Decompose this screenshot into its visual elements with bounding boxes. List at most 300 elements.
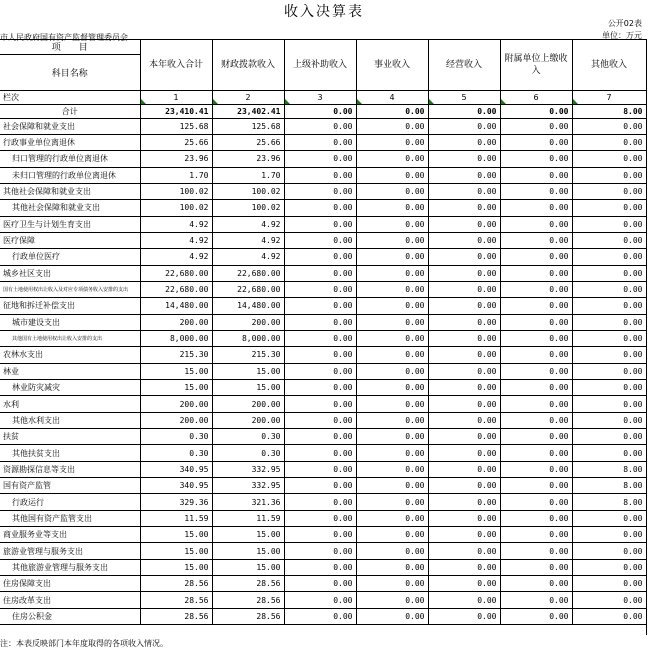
row-value: 0.00 bbox=[356, 576, 428, 592]
row-value: 0.00 bbox=[428, 298, 500, 314]
row-value: 8.00 bbox=[572, 478, 646, 494]
table-row bbox=[0, 363, 646, 379]
column-index-3: 3 bbox=[284, 90, 356, 104]
row-value: 0.00 bbox=[428, 118, 500, 134]
row-value: 0.00 bbox=[428, 232, 500, 248]
row-value: 0.00 bbox=[572, 183, 646, 199]
row-value: 22,680.00 bbox=[212, 281, 284, 297]
row-value: 0.00 bbox=[572, 445, 646, 461]
row-value: 0.00 bbox=[284, 608, 356, 624]
row-value: 0.00 bbox=[356, 445, 428, 461]
row-value: 0.00 bbox=[428, 396, 500, 412]
row-value: 0.00 bbox=[500, 249, 572, 265]
row-value: 14,480.00 bbox=[212, 298, 284, 314]
column-index-7: 7 bbox=[572, 90, 646, 104]
row-value: 0.00 bbox=[284, 298, 356, 314]
row-value: 100.02 bbox=[212, 183, 284, 199]
row-value: 0.00 bbox=[284, 330, 356, 346]
row-value: 0.00 bbox=[284, 216, 356, 232]
row-value: 28.56 bbox=[212, 592, 284, 608]
row-value: 15.00 bbox=[140, 363, 212, 379]
row-value: 15.00 bbox=[212, 559, 284, 575]
row-value: 22,680.00 bbox=[212, 265, 284, 281]
row-subject-name: 住房公积金 bbox=[0, 608, 140, 624]
row-value: 0.00 bbox=[572, 249, 646, 265]
row-subject-name: 农林水支出 bbox=[0, 347, 140, 363]
row-value: 0.00 bbox=[428, 494, 500, 510]
row-value: 0.00 bbox=[500, 200, 572, 216]
row-value: 28.56 bbox=[140, 576, 212, 592]
row-value: 0.00 bbox=[500, 445, 572, 461]
table-row bbox=[0, 461, 646, 477]
item-header-bottom: 科目名称 bbox=[0, 54, 140, 90]
table-row bbox=[0, 298, 646, 314]
row-value: 0.00 bbox=[572, 608, 646, 624]
row-value: 0.00 bbox=[428, 559, 500, 575]
row-value: 8.00 bbox=[572, 494, 646, 510]
table-row bbox=[0, 314, 646, 330]
row-value: 0.00 bbox=[500, 232, 572, 248]
row-subject-name: 其他社会保障和就业支出 bbox=[0, 200, 140, 216]
row-value: 215.30 bbox=[140, 347, 212, 363]
row-subject-name: 商业服务业等支出 bbox=[0, 527, 140, 543]
row-value: 23.96 bbox=[212, 151, 284, 167]
row-value: 0.00 bbox=[356, 151, 428, 167]
row-value: 200.00 bbox=[212, 314, 284, 330]
row-value: 0.00 bbox=[356, 281, 428, 297]
row-value: 0.00 bbox=[284, 380, 356, 396]
row-value: 0.00 bbox=[500, 314, 572, 330]
row-subject-name: 社会保障和就业支出 bbox=[0, 118, 140, 134]
row-value: 0.00 bbox=[500, 281, 572, 297]
row-value: 0.00 bbox=[284, 445, 356, 461]
row-value: 0.00 bbox=[428, 363, 500, 379]
row-value: 0.00 bbox=[428, 265, 500, 281]
row-value: 15.00 bbox=[140, 543, 212, 559]
row-value: 0.00 bbox=[284, 592, 356, 608]
total-value: 0.00 bbox=[356, 104, 428, 118]
income-table-container bbox=[0, 39, 647, 635]
row-value: 200.00 bbox=[212, 412, 284, 428]
row-value: 22,680.00 bbox=[140, 265, 212, 281]
row-value: 0.00 bbox=[428, 134, 500, 150]
row-value: 15.00 bbox=[140, 380, 212, 396]
row-value: 8,000.00 bbox=[140, 330, 212, 346]
row-value: 0.00 bbox=[500, 429, 572, 445]
row-value: 14,480.00 bbox=[140, 298, 212, 314]
row-value: 0.00 bbox=[572, 134, 646, 150]
row-value: 0.00 bbox=[500, 347, 572, 363]
row-value: 0.00 bbox=[284, 314, 356, 330]
row-value: 0.00 bbox=[428, 314, 500, 330]
row-value: 0.00 bbox=[500, 298, 572, 314]
row-value: 0.00 bbox=[356, 527, 428, 543]
row-value: 0.00 bbox=[500, 608, 572, 624]
row-value: 0.00 bbox=[428, 347, 500, 363]
row-value: 0.00 bbox=[572, 559, 646, 575]
row-subject-name: 其他水利支出 bbox=[0, 412, 140, 428]
row-subject-name: 医疗保障 bbox=[0, 232, 140, 248]
row-value: 8.00 bbox=[572, 461, 646, 477]
row-value: 0.00 bbox=[572, 167, 646, 183]
row-value: 0.00 bbox=[284, 183, 356, 199]
table-row bbox=[0, 494, 646, 510]
row-value: 28.56 bbox=[140, 592, 212, 608]
row-value: 200.00 bbox=[140, 396, 212, 412]
row-subject-name: 医疗卫生与计划生育支出 bbox=[0, 216, 140, 232]
row-subject-name: 林业防灾减灾 bbox=[0, 380, 140, 396]
table-row bbox=[0, 608, 646, 624]
row-value: 125.68 bbox=[140, 118, 212, 134]
row-value: 0.00 bbox=[572, 216, 646, 232]
row-value: 0.30 bbox=[212, 429, 284, 445]
row-value: 0.00 bbox=[356, 543, 428, 559]
row-value: 0.00 bbox=[572, 347, 646, 363]
row-value: 4.92 bbox=[140, 249, 212, 265]
row-subject-name: 林业 bbox=[0, 363, 140, 379]
table-row bbox=[0, 592, 646, 608]
row-value: 0.00 bbox=[356, 412, 428, 428]
row-value: 0.00 bbox=[428, 429, 500, 445]
row-value: 0.00 bbox=[284, 232, 356, 248]
table-row bbox=[0, 412, 646, 428]
row-value: 0.00 bbox=[428, 608, 500, 624]
row-value: 0.00 bbox=[284, 200, 356, 216]
table-body bbox=[0, 118, 646, 625]
row-value: 28.56 bbox=[212, 608, 284, 624]
table-row bbox=[0, 543, 646, 559]
row-value: 15.00 bbox=[212, 380, 284, 396]
row-value: 25.66 bbox=[212, 134, 284, 150]
item-header-top: 项 目 bbox=[0, 40, 140, 54]
row-value: 0.00 bbox=[356, 478, 428, 494]
table-row bbox=[0, 396, 646, 412]
row-value: 23.96 bbox=[140, 151, 212, 167]
row-value: 200.00 bbox=[140, 314, 212, 330]
row-value: 0.00 bbox=[500, 330, 572, 346]
total-value: 8.00 bbox=[572, 104, 646, 118]
row-value: 0.00 bbox=[500, 134, 572, 150]
row-value: 0.00 bbox=[500, 380, 572, 396]
row-value: 0.00 bbox=[356, 608, 428, 624]
row-value: 0.00 bbox=[500, 363, 572, 379]
row-subject-name: 征地和拆迁补偿支出 bbox=[0, 298, 140, 314]
row-subject-name: 国有土地使用权出让收入及对应专项债务收入安排的支出 bbox=[0, 281, 140, 297]
row-value: 0.00 bbox=[572, 118, 646, 134]
row-value: 0.00 bbox=[428, 543, 500, 559]
row-value: 0.00 bbox=[356, 314, 428, 330]
row-value: 15.00 bbox=[212, 543, 284, 559]
table-row bbox=[0, 200, 646, 216]
row-value: 0.00 bbox=[284, 265, 356, 281]
income-table bbox=[0, 40, 647, 625]
row-value: 0.00 bbox=[356, 592, 428, 608]
table-row bbox=[0, 380, 646, 396]
row-subject-name: 其他国有资产监管支出 bbox=[0, 510, 140, 526]
row-value: 0.00 bbox=[284, 576, 356, 592]
col-header-7: 其他收入 bbox=[572, 40, 646, 90]
row-value: 15.00 bbox=[140, 559, 212, 575]
row-value: 0.00 bbox=[572, 510, 646, 526]
row-value: 15.00 bbox=[212, 527, 284, 543]
row-value: 1.70 bbox=[140, 167, 212, 183]
row-value: 0.00 bbox=[428, 478, 500, 494]
row-value: 0.00 bbox=[284, 363, 356, 379]
row-value: 0.00 bbox=[572, 314, 646, 330]
row-value: 0.00 bbox=[500, 265, 572, 281]
row-value: 11.59 bbox=[212, 510, 284, 526]
row-value: 0.00 bbox=[284, 527, 356, 543]
row-subject-name: 水利 bbox=[0, 396, 140, 412]
table-row bbox=[0, 576, 646, 592]
row-subject-name: 资源勘探信息等支出 bbox=[0, 461, 140, 477]
row-value: 0.00 bbox=[356, 200, 428, 216]
row-value: 0.00 bbox=[356, 330, 428, 346]
row-value: 321.36 bbox=[212, 494, 284, 510]
row-value: 0.00 bbox=[356, 559, 428, 575]
row-value: 28.56 bbox=[212, 576, 284, 592]
column-index-label: 栏次 bbox=[0, 90, 140, 104]
organization-name: 市人民政府国有资产监督管理委员会 bbox=[0, 33, 128, 42]
col-header-1: 本年收入合计 bbox=[140, 40, 212, 90]
row-subject-name: 住房保障支出 bbox=[0, 576, 140, 592]
row-value: 0.00 bbox=[284, 396, 356, 412]
row-value: 0.00 bbox=[356, 167, 428, 183]
row-subject-name: 其他扶贫支出 bbox=[0, 445, 140, 461]
row-value: 0.00 bbox=[572, 330, 646, 346]
table-row bbox=[0, 559, 646, 575]
row-value: 0.00 bbox=[356, 347, 428, 363]
row-value: 0.00 bbox=[356, 249, 428, 265]
row-subject-name: 其他国有土地使用权出让收入安排的支出 bbox=[0, 330, 140, 346]
row-value: 0.00 bbox=[428, 216, 500, 232]
table-row bbox=[0, 183, 646, 199]
table-row bbox=[0, 216, 646, 232]
col-header-6: 附属单位上缴收入 bbox=[500, 40, 572, 90]
total-value: 0.00 bbox=[500, 104, 572, 118]
row-value: 1.70 bbox=[212, 167, 284, 183]
row-value: 0.00 bbox=[428, 445, 500, 461]
row-value: 200.00 bbox=[140, 412, 212, 428]
row-subject-name: 住房改革支出 bbox=[0, 592, 140, 608]
row-value: 0.00 bbox=[428, 167, 500, 183]
row-value: 28.56 bbox=[140, 608, 212, 624]
row-value: 0.00 bbox=[572, 281, 646, 297]
row-value: 0.00 bbox=[284, 118, 356, 134]
row-value: 0.00 bbox=[284, 461, 356, 477]
row-value: 0.00 bbox=[572, 576, 646, 592]
row-subject-name: 城乡社区支出 bbox=[0, 265, 140, 281]
row-value: 0.00 bbox=[284, 134, 356, 150]
row-value: 4.92 bbox=[212, 216, 284, 232]
table-row bbox=[0, 232, 646, 248]
col-header-3: 上级补助收入 bbox=[284, 40, 356, 90]
row-value: 332.95 bbox=[212, 478, 284, 494]
row-value: 8,000.00 bbox=[212, 330, 284, 346]
row-value: 0.00 bbox=[356, 494, 428, 510]
row-subject-name: 城市建设支出 bbox=[0, 314, 140, 330]
row-value: 100.02 bbox=[140, 200, 212, 216]
row-value: 0.00 bbox=[356, 232, 428, 248]
row-value: 0.00 bbox=[572, 151, 646, 167]
row-subject-name: 国有资产监管 bbox=[0, 478, 140, 494]
total-value: 0.00 bbox=[284, 104, 356, 118]
row-value: 0.00 bbox=[284, 543, 356, 559]
row-value: 0.00 bbox=[572, 592, 646, 608]
row-value: 0.00 bbox=[500, 118, 572, 134]
table-row bbox=[0, 249, 646, 265]
total-row bbox=[0, 104, 646, 118]
row-value: 0.00 bbox=[284, 510, 356, 526]
row-value: 0.00 bbox=[572, 396, 646, 412]
column-index-2: 2 bbox=[212, 90, 284, 104]
row-value: 22,680.00 bbox=[140, 281, 212, 297]
total-value: 0.00 bbox=[428, 104, 500, 118]
table-row bbox=[0, 167, 646, 183]
row-value: 0.00 bbox=[572, 527, 646, 543]
table-row bbox=[0, 151, 646, 167]
row-value: 0.00 bbox=[356, 510, 428, 526]
table-row bbox=[0, 281, 646, 297]
row-value: 332.95 bbox=[212, 461, 284, 477]
row-value: 4.92 bbox=[140, 216, 212, 232]
row-subject-name: 扶贫 bbox=[0, 429, 140, 445]
row-value: 0.00 bbox=[428, 151, 500, 167]
row-value: 11.59 bbox=[140, 510, 212, 526]
row-value: 4.92 bbox=[212, 249, 284, 265]
row-value: 0.00 bbox=[356, 183, 428, 199]
row-value: 0.00 bbox=[284, 167, 356, 183]
row-value: 0.00 bbox=[500, 543, 572, 559]
row-value: 0.00 bbox=[356, 265, 428, 281]
table-row bbox=[0, 478, 646, 494]
row-value: 100.02 bbox=[212, 200, 284, 216]
row-subject-name: 行政运行 bbox=[0, 494, 140, 510]
row-value: 0.00 bbox=[500, 396, 572, 412]
row-value: 0.00 bbox=[428, 461, 500, 477]
row-value: 0.00 bbox=[356, 429, 428, 445]
row-value: 0.00 bbox=[356, 118, 428, 134]
form-code: 公开02表 bbox=[607, 19, 642, 28]
row-value: 0.00 bbox=[500, 592, 572, 608]
row-subject-name: 行政单位医疗 bbox=[0, 249, 140, 265]
row-value: 0.30 bbox=[212, 445, 284, 461]
col-header-2: 财政拨款收入 bbox=[212, 40, 284, 90]
row-value: 0.00 bbox=[500, 151, 572, 167]
row-value: 0.00 bbox=[428, 592, 500, 608]
col-header-4: 事业收入 bbox=[356, 40, 428, 90]
row-value: 0.00 bbox=[572, 543, 646, 559]
row-value: 25.66 bbox=[140, 134, 212, 150]
row-subject-name: 未归口管理的行政单位离退休 bbox=[0, 167, 140, 183]
row-value: 0.00 bbox=[284, 412, 356, 428]
footnote: 注：本表反映部门本年度取得的各项收入情况。 bbox=[0, 639, 168, 648]
row-value: 0.00 bbox=[284, 249, 356, 265]
row-value: 0.00 bbox=[500, 576, 572, 592]
row-value: 0.00 bbox=[356, 363, 428, 379]
row-value: 0.00 bbox=[428, 576, 500, 592]
row-value: 0.30 bbox=[140, 445, 212, 461]
total-value: 23,402.41 bbox=[212, 104, 284, 118]
table-row bbox=[0, 510, 646, 526]
row-value: 0.00 bbox=[572, 429, 646, 445]
row-value: 0.00 bbox=[500, 183, 572, 199]
row-value: 0.00 bbox=[284, 478, 356, 494]
row-value: 15.00 bbox=[140, 527, 212, 543]
table-row bbox=[0, 330, 646, 346]
column-index-4: 4 bbox=[356, 90, 428, 104]
row-value: 0.00 bbox=[572, 232, 646, 248]
row-value: 0.00 bbox=[428, 183, 500, 199]
row-value: 0.00 bbox=[356, 134, 428, 150]
row-value: 0.00 bbox=[572, 265, 646, 281]
row-value: 0.00 bbox=[356, 461, 428, 477]
row-value: 100.02 bbox=[140, 183, 212, 199]
row-value: 0.00 bbox=[572, 200, 646, 216]
row-value: 0.00 bbox=[500, 167, 572, 183]
table-row bbox=[0, 118, 646, 134]
row-value: 0.00 bbox=[428, 281, 500, 297]
column-index-row bbox=[0, 90, 646, 104]
row-value: 340.95 bbox=[140, 461, 212, 477]
row-value: 0.00 bbox=[572, 298, 646, 314]
row-value: 0.00 bbox=[500, 216, 572, 232]
row-value: 0.00 bbox=[356, 396, 428, 412]
row-subject-name: 行政事业单位离退休 bbox=[0, 134, 140, 150]
row-value: 0.00 bbox=[500, 412, 572, 428]
row-value: 0.00 bbox=[500, 559, 572, 575]
row-value: 0.00 bbox=[428, 412, 500, 428]
row-value: 0.00 bbox=[428, 330, 500, 346]
row-value: 0.00 bbox=[500, 527, 572, 543]
row-value: 0.00 bbox=[572, 363, 646, 379]
row-value: 0.00 bbox=[284, 494, 356, 510]
table-row bbox=[0, 429, 646, 445]
row-value: 0.00 bbox=[284, 347, 356, 363]
row-value: 0.00 bbox=[500, 478, 572, 494]
row-value: 200.00 bbox=[212, 396, 284, 412]
column-index-5: 5 bbox=[428, 90, 500, 104]
table-row bbox=[0, 134, 646, 150]
row-subject-name: 其他旅游业管理与服务支出 bbox=[0, 559, 140, 575]
column-index-6: 6 bbox=[500, 90, 572, 104]
col-header-5: 经营收入 bbox=[428, 40, 500, 90]
column-index-1: 1 bbox=[140, 90, 212, 104]
row-value: 0.00 bbox=[428, 527, 500, 543]
row-value: 0.00 bbox=[500, 494, 572, 510]
row-value: 0.00 bbox=[284, 281, 356, 297]
row-value: 0.00 bbox=[428, 510, 500, 526]
table-row bbox=[0, 347, 646, 363]
row-value: 0.00 bbox=[284, 151, 356, 167]
row-value: 0.00 bbox=[356, 298, 428, 314]
unit-label: 单位：万元 bbox=[602, 31, 642, 40]
row-value: 0.00 bbox=[500, 461, 572, 477]
row-value: 0.00 bbox=[428, 249, 500, 265]
row-value: 4.92 bbox=[212, 232, 284, 248]
row-subject-name: 旅游业管理与服务支出 bbox=[0, 543, 140, 559]
row-value: 0.00 bbox=[428, 200, 500, 216]
row-value: 4.92 bbox=[140, 232, 212, 248]
header-row-top bbox=[0, 40, 646, 54]
row-value: 15.00 bbox=[212, 363, 284, 379]
row-value: 0.30 bbox=[140, 429, 212, 445]
row-value: 0.00 bbox=[500, 510, 572, 526]
table-row bbox=[0, 265, 646, 281]
row-subject-name: 归口管理的行政单位离退休 bbox=[0, 151, 140, 167]
table-row bbox=[0, 445, 646, 461]
row-value: 0.00 bbox=[572, 412, 646, 428]
